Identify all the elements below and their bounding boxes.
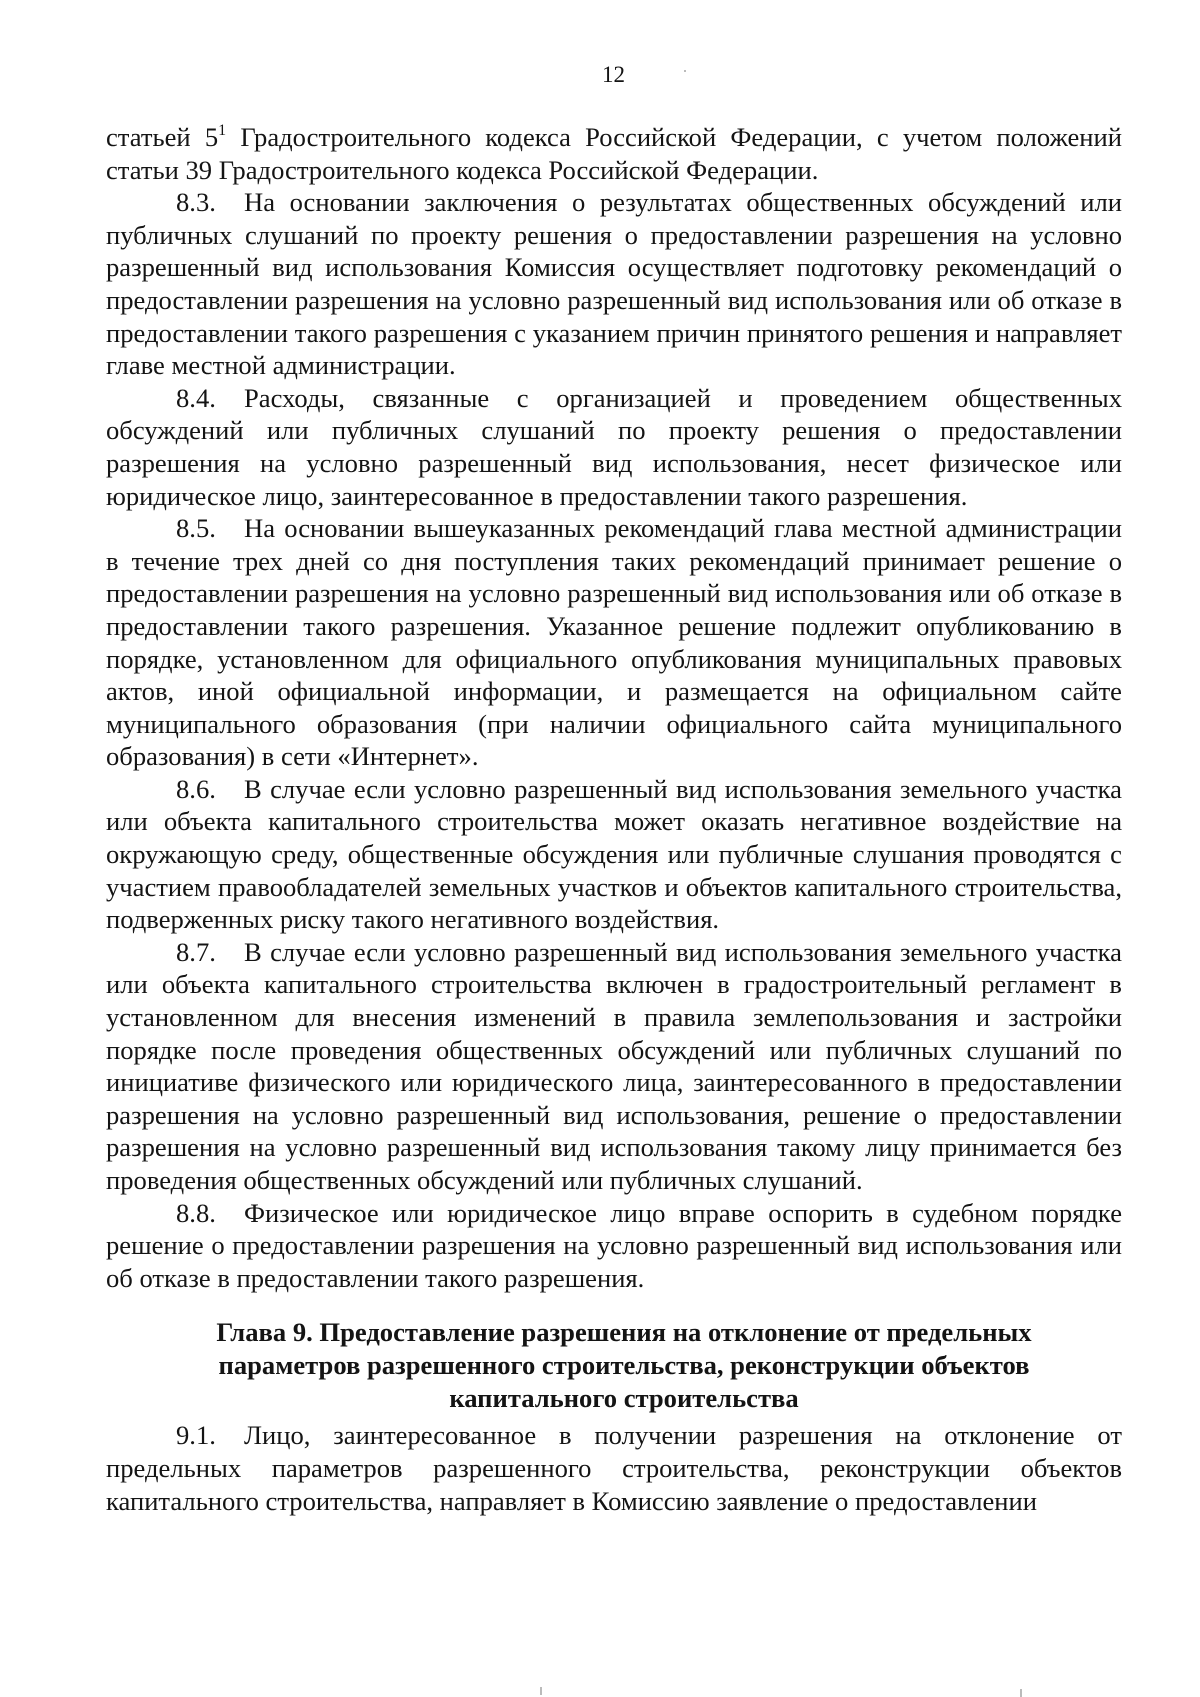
scan-speck bbox=[684, 70, 686, 72]
paragraph-continuation bbox=[106, 121, 1122, 186]
paragraph-number: 8.7. bbox=[176, 936, 216, 967]
chapter-heading bbox=[106, 1316, 1122, 1415]
chapter-heading-line: Глава 9. Предоставление разрешения на отклонение от предельных bbox=[216, 1317, 1032, 1348]
paragraph-text: Лицо, заинтересованное в получении разрешения на отклонение от предельных параметров разрешенного строительства, реконструкции объектов капитального строительства, направляет в Комиссию заявление о предоставлении bbox=[106, 1420, 1122, 1516]
scan-edge-line bbox=[1020, 1689, 1022, 1697]
paragraph-text: На основании заключения о результатах общественных обсуждений или публичных слушаний по проекту решения о предоставлении разрешения на условно разрешенный вид использования Комиссия осуществляет подготовку рекомендаций о предоставлении разрешения на условно разрешенный вид использования или об отказе в предоставлении такого разрешения с указанием причин принятого решения и направляет главе местной администрации. bbox=[106, 187, 1122, 381]
page-number: 12 bbox=[602, 62, 625, 87]
paragraph-text: Физическое или юридическое лицо вправе оспорить в судебном порядке решение о предоставлении разрешения на условно разрешенный вид использования или об отказе в предоставлении такого разрешения. bbox=[106, 1197, 1122, 1293]
continuation-text-start: статьей 5 bbox=[106, 122, 219, 152]
scan-edge-line bbox=[540, 1687, 542, 1695]
chapter-heading-line: параметров разрешенного строительства, реконструкции объектов bbox=[218, 1350, 1030, 1381]
paragraph-number: 8.5. bbox=[176, 513, 216, 544]
paragraph-9-1 bbox=[106, 1419, 1122, 1517]
superscript-index: 1 bbox=[218, 122, 227, 139]
continuation-text-end: Градостроительного кодекса Российской Федерации, с учетом положений статьи 39 Градостроительного кодекса Российской Федерации. bbox=[106, 122, 1122, 185]
chapter-heading-line: капитального строительства bbox=[449, 1383, 799, 1414]
paragraph-text: На основании вышеуказанных рекомендаций глава местной администрации в течение трех дней со дня поступления таких рекомендаций принимает решение о предоставлении разрешения на условно разрешенный вид использования или об отказе в предоставлении такого разрешения. Указанное решение подлежит опубликованию в порядке, установленном для официального опубликования муниципальных правовых актов, иной официальной информации, и размещается на официальном сайте муниципального образования (при наличии официального сайта муниципального образования) в сети «Интернет». bbox=[106, 513, 1122, 772]
paragraph-number: 9.1. bbox=[176, 1420, 216, 1451]
paragraph-text: Расходы, связанные с организацией и проведением общественных обсуждений или публичных слушаний по проекту решения о предоставлении разрешения на условно разрешенный вид использования, несет физическое или юридическое лицо, заинтересованное в предоставлении такого разрешения. bbox=[106, 382, 1122, 511]
paragraph-number: 8.3. bbox=[176, 187, 216, 218]
document-body bbox=[106, 121, 1122, 1517]
paragraph-8-6 bbox=[106, 773, 1122, 936]
paragraph-8-5 bbox=[106, 512, 1122, 773]
paragraph-text: В случае если условно разрешенный вид использования земельного участка или объекта капитального строительства может оказать негативное воздействие на окружающую среду, общественные обсуждения или публичные слушания проводятся с участием правообладателей земельных участков и объектов капитального строительства, подверженных риску такого негативного воздействия. bbox=[106, 773, 1122, 935]
paragraph-number: 8.4. bbox=[176, 382, 216, 413]
paragraph-8-8 bbox=[106, 1197, 1122, 1295]
paragraph-number: 8.6. bbox=[176, 773, 216, 804]
paragraph-8-7 bbox=[106, 936, 1122, 1197]
paragraph-number: 8.8. bbox=[176, 1197, 216, 1228]
paragraph-8-4 bbox=[106, 382, 1122, 512]
paragraph-text: В случае если условно разрешенный вид использования земельного участка или объекта капитального строительства включен в градостроительный регламент в установленном для внесения изменений в правила землепользования и застройки порядке после проведения общественных обсуждений или публичных слушаний по инициативе физического или юридического лица, заинтересованного в предоставлении разрешения на условно разрешенный вид использования, решение о предоставлении разрешения на условно разрешенный вид использования такому лицу принимается без проведения общественных обсуждений или публичных слушаний. bbox=[106, 936, 1122, 1195]
paragraph-8-3 bbox=[106, 186, 1122, 382]
